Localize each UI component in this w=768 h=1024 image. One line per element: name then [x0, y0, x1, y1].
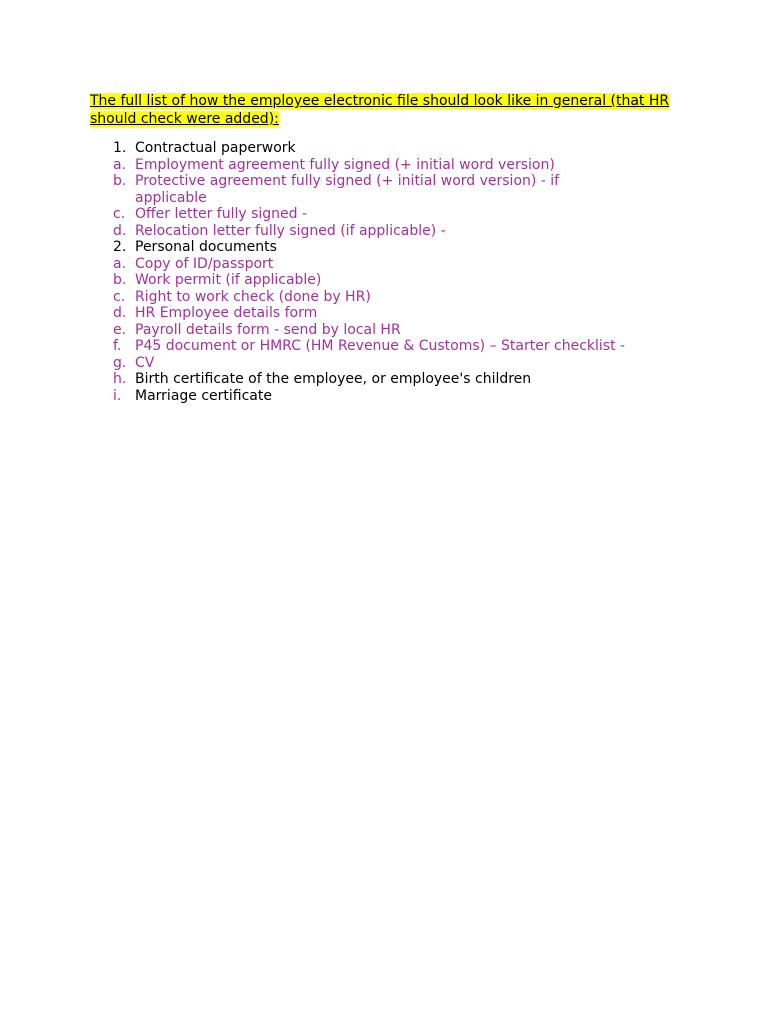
item-text: P45 document or HMRC (HM Revenue & Customs) – Starter checklist - — [135, 338, 626, 354]
item-text: HR Employee details form — [135, 305, 318, 321]
intro-line-2: should check were added): — [90, 111, 279, 127]
section-contractual — [90, 140, 690, 239]
item-text: Marriage certificate — [135, 387, 272, 404]
item-letter: b. — [113, 173, 127, 189]
item-letter: c. — [113, 288, 126, 305]
list-item — [90, 173, 585, 206]
item-letter: d. — [113, 222, 127, 239]
section-title: Contractual paperwork — [135, 140, 296, 156]
item-text: Relocation letter fully signed (if applicable) - — [135, 222, 446, 239]
section-number: 1. — [113, 140, 127, 156]
item-text: Employment agreement fully signed (+ initial word version) — [135, 156, 555, 173]
list-item — [90, 338, 635, 355]
list-item — [90, 206, 585, 223]
list-item — [90, 289, 585, 306]
list-item — [90, 223, 585, 240]
item-text: Birth certificate of the employee, or employee's children — [135, 371, 532, 387]
item-letter: a. — [113, 156, 127, 173]
section-number: 2. — [113, 239, 127, 255]
item-text: Protective agreement fully signed (+ initial word version) - if applicable — [135, 173, 560, 206]
list-item — [90, 388, 585, 405]
item-text: Copy of ID/passport — [135, 255, 274, 272]
section-items — [90, 157, 690, 240]
list-item — [90, 157, 585, 174]
item-letter: b. — [113, 272, 127, 288]
item-letter: a. — [113, 255, 127, 272]
item-letter: h. — [113, 371, 127, 387]
list-item — [90, 256, 585, 273]
item-letter: f. — [113, 338, 122, 354]
document-page — [90, 92, 690, 404]
intro-line-1: The full list of how the employee electronic file should look like in general (that HR — [90, 93, 670, 109]
list-item — [90, 305, 585, 322]
item-text: CV — [135, 354, 155, 371]
item-letter: g. — [113, 354, 127, 371]
item-text: Payroll details form - send by local HR — [135, 321, 401, 338]
section-items — [90, 256, 690, 405]
item-letter: e. — [113, 321, 127, 338]
item-text: Work permit (if applicable) — [135, 272, 322, 288]
section-personal — [90, 239, 690, 404]
item-text: Offer letter fully signed - — [135, 206, 308, 222]
section-title: Personal documents — [135, 239, 277, 255]
item-letter: i. — [113, 387, 122, 404]
item-text: Right to work check (done by HR) — [135, 288, 371, 305]
item-letter: c. — [113, 206, 126, 222]
list-item — [90, 322, 585, 339]
intro-paragraph — [90, 92, 680, 128]
checklist — [90, 140, 690, 404]
list-item — [90, 371, 585, 388]
item-letter: d. — [113, 305, 127, 321]
list-item — [90, 355, 585, 372]
list-item — [90, 272, 585, 289]
